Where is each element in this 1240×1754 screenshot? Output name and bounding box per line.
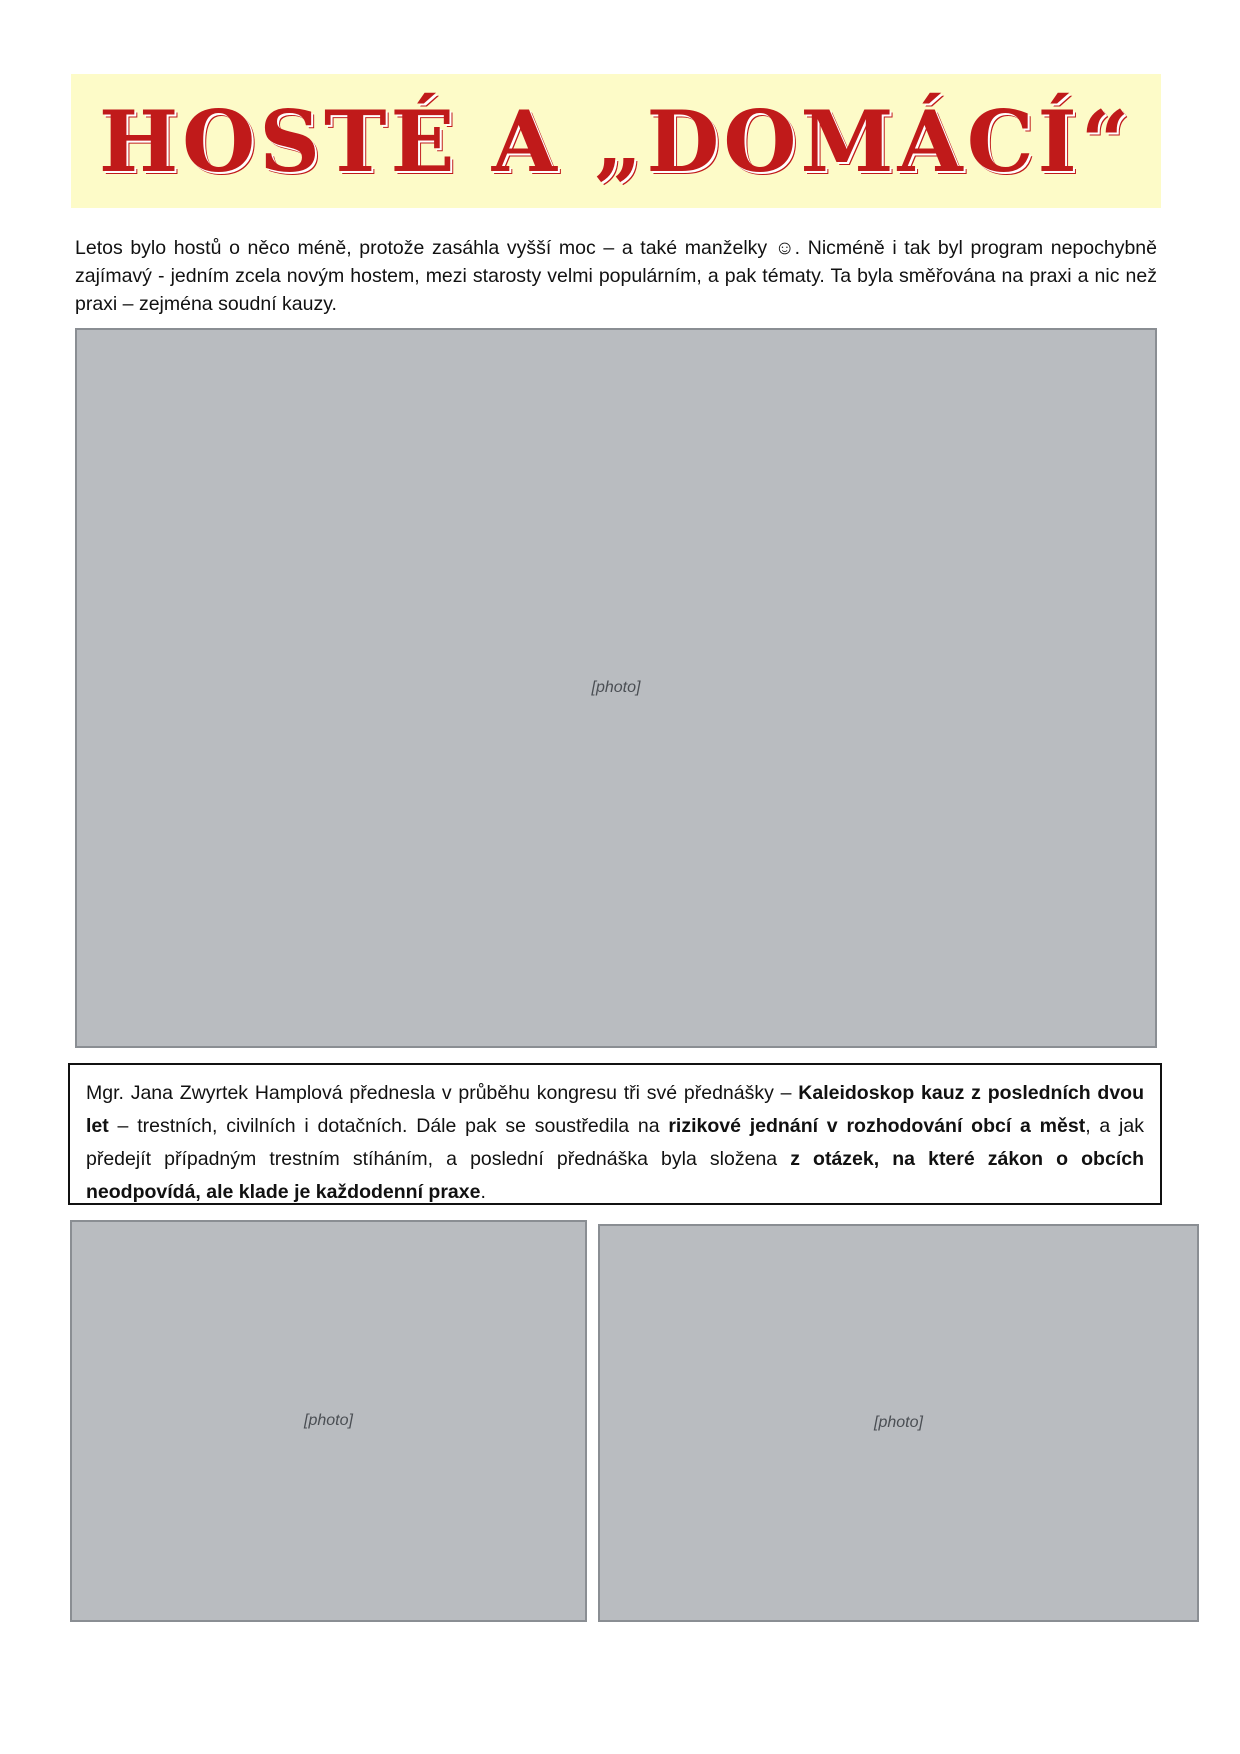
caption-text: Mgr. Jana Zwyrtek Hamplová přednesla v průběhu kongresu tři své přednášky – (86, 1082, 799, 1104)
caption-bold: rizikové jednání v rozhodování obcí a měst (668, 1115, 1086, 1137)
caption-paragraph (86, 1077, 1144, 1209)
photo-placeholder-main: [photo] (75, 328, 1157, 1048)
page-title: HOSTÉ A „DOMÁCÍ“ (98, 91, 1134, 191)
caption-text: – trestních, civilních i dotačních. Dále pak se soustředila na (108, 1115, 669, 1137)
photo-placeholder-right: [photo] (598, 1224, 1199, 1622)
caption-box (68, 1063, 1162, 1205)
title-band (71, 74, 1161, 208)
caption-bold: z otázek, na které zákon o obcích neodpovídá, ale klade je každodenní praxe (86, 1148, 1144, 1203)
caption-text: . (480, 1181, 486, 1203)
caption-text: , a jak předejít případným trestním stíháním, a poslední přednáška byla složena (86, 1115, 1144, 1170)
caption-bold: Kaleidoskop kauz z posledních dvou let (86, 1082, 1144, 1137)
intro-paragraph: Letos bylo hostů o něco méně, protože zasáhla vyšší moc – a také manželky ☺. Nicméně i tak byl program nepochybně zajímavý - jedním zcela novým hostem, mezi starosty velmi populárním, a pak tématy. Ta byla směřována na praxi a nic než praxi – zejména soudní kauzy. (75, 237, 1157, 315)
photo-placeholder-left: [photo] (70, 1220, 587, 1622)
